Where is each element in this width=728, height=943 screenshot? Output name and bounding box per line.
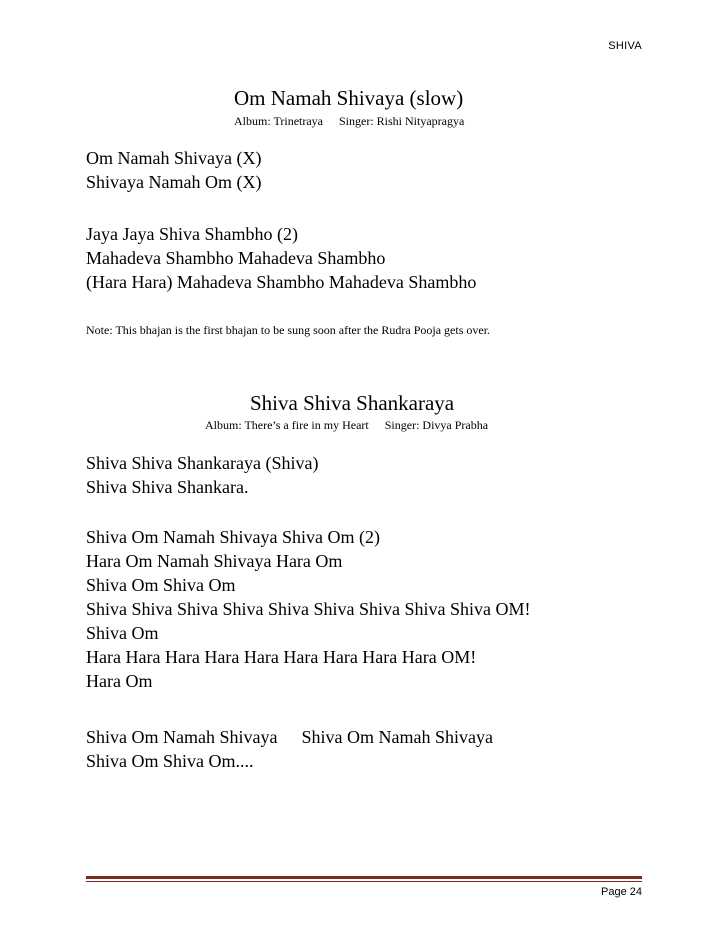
lyric-line: Jaya Jaya Shiva Shambho (2) — [86, 224, 298, 244]
singer-name: Singer: Divya Prabha — [384, 418, 489, 432]
lyric-line: Om Namah Shivaya (X) — [86, 148, 262, 168]
bhajan-note: Note: This bhajan is the first bhajan to be sung soon after the Rudra Pooja gets over. — [86, 323, 491, 337]
song-title: Shiva Shiva Shankaraya — [250, 391, 455, 415]
lyric-line: Shiva Shiva Shankara. — [86, 477, 249, 497]
singer-name: Singer: Rishi Nityapragya — [339, 114, 465, 128]
lyric-line: Hara Hara Hara Hara Hara Hara Hara Hara Hara OM! — [86, 647, 477, 667]
lyric-line: Shiva Shiva Shankaraya (Shiva) — [86, 453, 319, 473]
lyric-line: Mahadeva Shambho Mahadeva Shambho — [86, 248, 386, 268]
album-info — [205, 418, 488, 433]
running-header: SHIVA — [608, 40, 642, 52]
page-number: Page 24 — [601, 886, 642, 898]
lyric-line: Shivaya Namah Om (X) — [86, 172, 262, 192]
album-info — [234, 114, 464, 129]
lyric-line: Shiva Om Shiva Om.... — [86, 751, 254, 771]
footer-divider-thin — [86, 881, 642, 882]
lyric-line: Hara Om Namah Shivaya Hara Om — [86, 551, 343, 571]
lyric-line: Shiva Om Namah Shivaya Shiva Om (2) — [86, 527, 380, 547]
lyrics-verse — [86, 451, 318, 499]
song-title: Om Namah Shivaya (slow) — [234, 86, 464, 110]
lyric-line: Hara Om — [86, 671, 153, 691]
footer-divider — [86, 876, 642, 879]
lyric-phrase: Shiva Om Namah Shivaya — [86, 727, 278, 747]
lyrics-verse — [86, 525, 531, 693]
lyric-line: Shiva Om Shiva Om — [86, 575, 236, 595]
lyric-line: (Hara Hara) Mahadeva Shambho Mahadeva Shambho — [86, 272, 477, 292]
lyrics-verse — [86, 725, 493, 773]
lyrics-verse — [86, 222, 476, 294]
lyric-phrase: Shiva Om Namah Shivaya — [301, 727, 493, 747]
album-name: Album: Trinetraya — [234, 114, 323, 128]
lyric-line: Shiva Om — [86, 623, 159, 643]
lyric-line: Shiva Shiva Shiva Shiva Shiva Shiva Shiva Shiva Shiva OM! — [86, 599, 531, 619]
album-name: Album: There’s a fire in my Heart — [205, 418, 369, 432]
lyrics-verse — [86, 146, 261, 194]
lyric-line — [86, 725, 493, 749]
